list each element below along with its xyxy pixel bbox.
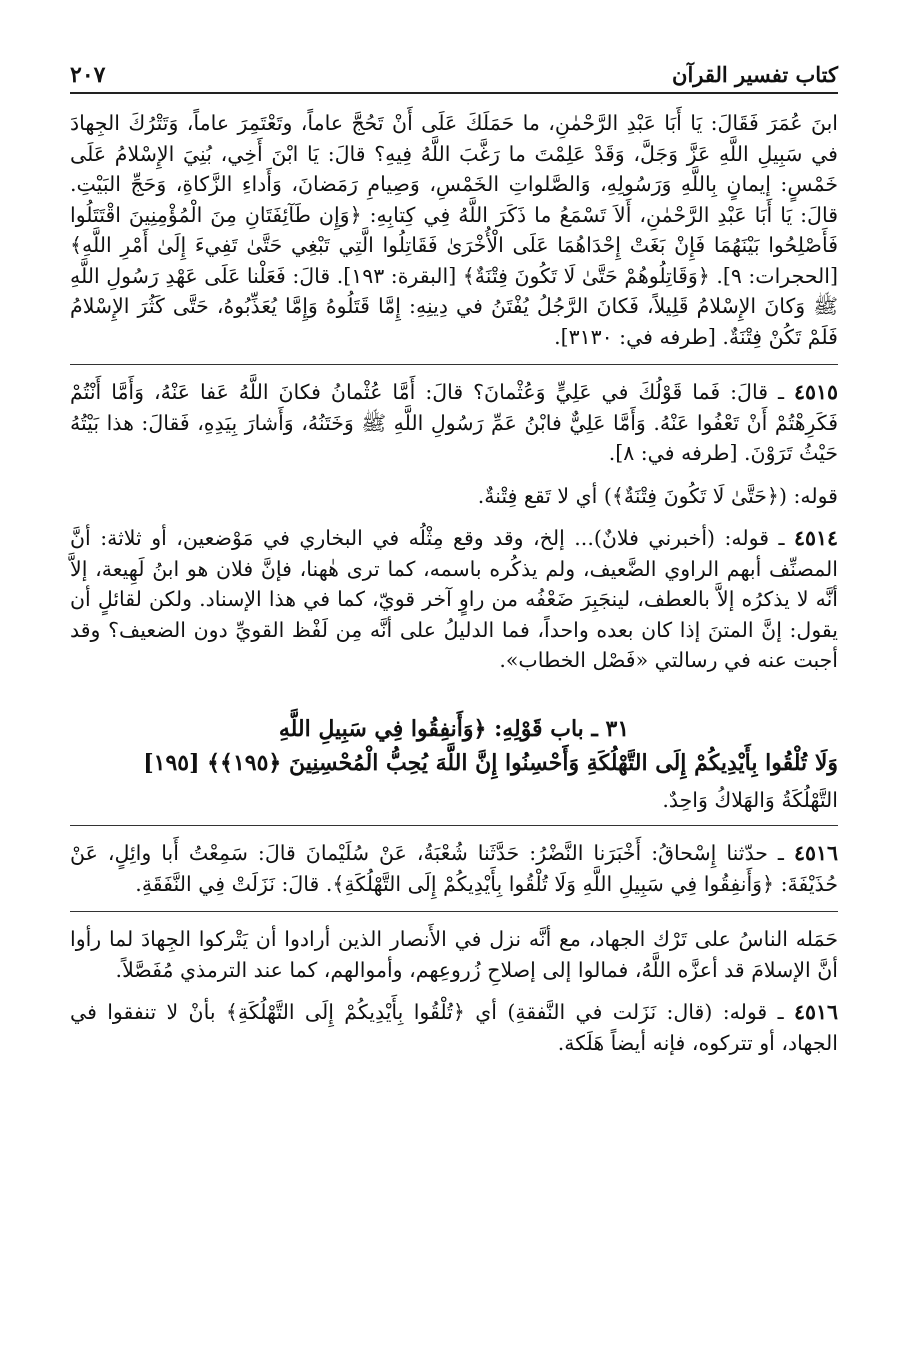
commentary-text: ـ قوله: (أخبرني فلانٌ)... إلخ، وقد وقع مِثْلُه في البخاري في مَوْضعين، أو ثلاثة: أنَّ المصنِّف أبهم الراوي الضَّعيف، ولم يذكُره باسمه، كما ترى هٰهنا، فإنَّ فلان هو ابنُ لَهِيعة، إلاَّ أنَّه لا يذكرُه إلاَّ بالعطف، لينجَبِرَ ضَعْفُه من راوٍ آخر قويّ، كما في هذا الإسناد. ولكن لقائلٍ أن يقول: إنَّ المتنَ إذا كان بعده واحداً، فما الدليلُ على أنَّه مِن لَفْظ القويِّ دون الضعيف؟ وقد أجبت عنه في رسالتي «فَصْل الخطاب». bbox=[70, 526, 838, 672]
commentary-quote: قوله: (﴿حَتَّىٰ لَا تَكُونَ فِتْنَةٌ﴾) أي لا تَقع فِتْنةٌ. bbox=[477, 483, 838, 508]
section-divider bbox=[70, 825, 838, 826]
commentary-number: ٤٥١٦ bbox=[793, 1000, 838, 1024]
hadith-4516 bbox=[70, 838, 838, 899]
section-divider bbox=[70, 911, 838, 912]
page-header bbox=[70, 58, 838, 94]
book-title: كتاب تفسير القرآن bbox=[672, 62, 838, 87]
hadith-number: ٤٥١٥ bbox=[793, 380, 838, 404]
section-divider bbox=[70, 364, 838, 365]
commentary-text: ـ قوله: (قال: نَزَلت في النَّفقةِ) أي ﴿تُلْقُوا بِأَيْدِيكُمْ إِلَى التَّهْلُكَةِ﴾ بأنْ لا تنفقوا في الجهاد، أو تتركوه، فإنه أيضاً هَلَكة. bbox=[70, 1000, 838, 1055]
commentary-number: ٤٥١٤ bbox=[793, 526, 838, 550]
hadith-4515 bbox=[70, 377, 838, 469]
hadith-number: ٤٥١٦ bbox=[793, 841, 838, 865]
chapter-title: ٣١ ـ باب قَوْلِهِ: ﴿وَأَنفِقُوا فِي سَبِيلِ اللَّهِ bbox=[278, 715, 630, 742]
chapter-note: التَّهْلُكَةُ وَالهَلاكُ وَاحِدٌ. bbox=[662, 787, 838, 812]
hadith-text: ـ قالَ: فَما قَوْلُكَ في عَلِيٍّ وَعُثْمانَ؟ قالَ: أَمَّا عُثْمانُ فكانَ اللَّهُ عَفا عَنْهُ، وَأَمَّا أَنْتُمْ فَكَرِهْتُمْ أَنْ تَعْفُوا عَنْهُ. وَأَمَّا عَلِيٌّ فابْنُ عَمِّ رَسُولِ اللَّهِ ﷺ وَخَتَنُهُ، وَأَشارَ بِيَدِهِ، فَقالَ: هذا بَيْتُهُ حَيْثُ تَرَوْنَ. [طرفه في: ٨]. bbox=[70, 380, 838, 465]
commentary-4514 bbox=[70, 523, 838, 676]
chapter-verse: وَلَا تُلْقُوا بِأَيْدِيكُمْ إِلَى التَّهْلُكَةِ وَأَحْسِنُوا إِنَّ اللَّهَ يُحِبُّ الْمُحْسِنِينَ ﴿١٩٥﴾﴾ [١٩٥] bbox=[143, 750, 838, 776]
page-body bbox=[70, 108, 838, 1070]
page-number: ٢٠٧ bbox=[70, 62, 106, 88]
commentary-4516 bbox=[70, 997, 838, 1058]
hadith-text: ـ حدّثنا إِسْحاقُ: أَخْبَرَنا النَّضْرُ: حَدَّثَنا شُعْبَةُ، عَنْ سُلَيْمانَ قالَ: سَمِعْتُ أَبا وائِلٍ، عَنْ حُذَيْفَةَ: ﴿وَأَنفِقُوا فِي سَبِيلِ اللَّهِ وَلَا تُلْقُوا بِأَيْدِيكُمْ إِلَى التَّهْلُكَةِ﴾. قالَ: نَزَلَتْ فِي النَّفَقَةِ. bbox=[70, 841, 838, 896]
hadith-text-1: ابنَ عُمَرَ فَقَالَ: يَا أَبَا عَبْدِ الرَّحْمٰنِ، ما حَمَلَكَ عَلَى أَنْ تَحُجَّ عاماً، وتَعْتَمِرَ عاماً، وَتَتْرُكَ الجِهادَ في سَبِيلِ اللَّهِ عَزَّ وَجَلَّ، وَقَدْ عَلِمْتَ ما رَغَّبَ اللَّهُ فِيهِ؟ قالَ: يَا ابْنَ أَخِي، بُنِيَ الإِسْلامُ عَلَى خَمْسٍ: إيمانٍ بِاللَّهِ وَرَسُولِهِ، وَالصَّلواتِ الخَمْسِ، وَصِيامِ رَمَضانَ، وَأَداءِ الزَّكاةِ، وَحَجِّ البَيْتِ. قالَ: يَا أَبَا عَبْدِ الرَّحْمٰنِ، أَلاَ تَسْمَعُ ما ذَكَرَ اللَّهُ فِي كِتابِهِ: ﴿وَإِن طَآئِفَتَانِ مِنَ الْمُؤْمِنِينَ اقْتَتَلُوا فَأَصْلِحُوا بَيْنَهُمَا فَإِنْ بَغَتْ إِحْدَاهُمَا عَلَى الْأُخْرَىٰ فَقَاتِلُوا الَّتِي تَبْغِي حَتَّىٰ تَفِيءَ إِلَىٰ أَمْرِ اللَّهِ﴾ [الحجرات: ٩]. ﴿وَقَاتِلُوهُمْ حَتَّىٰ لَا تَكُونَ فِتْنَةٌ﴾ [البقرة: ١٩٣]. قالَ: فَعَلْنا عَلَى عَهْدِ رَسُولِ اللَّهِ ﷺ وَكانَ الإِسْلامُ قَلِيلاً، فَكانَ الرَّجُلُ يُفْتَنُ في دِينِهِ: إِمَّا قَتَلُوهُ وَإِمَّا يُعَذِّبُوهُ، حَتَّى كَثُرَ الإِسْلامُ فَلَمْ تَكُنْ فِتْنَةٌ. [طرفه في: ٣١٣٠]. bbox=[70, 111, 838, 349]
commentary-paragraph: حَمَله الناسُ على تَرْك الجهاد، مع أنَّه نزل في الأَنصار الذين أرادوا أن يَتْركوا الجِهادَ لما رأوا أنَّ الإسلامَ قد أعزَّه اللَّهُ، فمالوا إلى إصلاحِ زُروعِهم، وأموالهم، كما عند الترمذي مُفَصَّلاً. bbox=[70, 927, 838, 982]
